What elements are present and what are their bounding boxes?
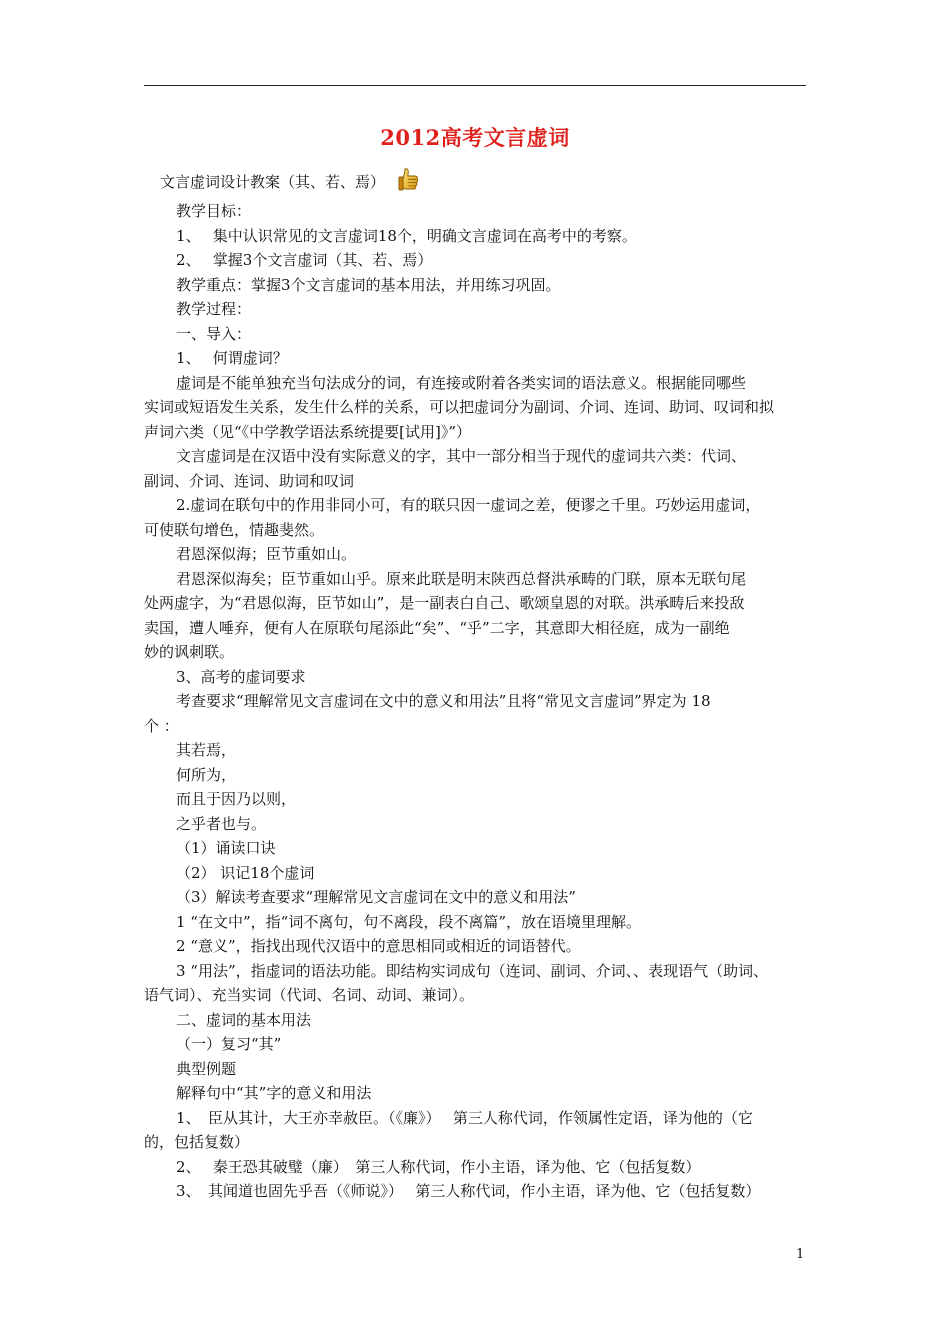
text-line: 卖国，遭人唾弃，便有人在原联句尾添此“矣”、“乎”二字，其意即大相径庭，成为一副绝	[144, 618, 730, 637]
text-line: 语气词）、充当实词（代词、名词、动词、兼词）。	[144, 986, 475, 1004]
text-line: 可使联句增色，情趣斐然。	[144, 520, 325, 539]
text-line: 1、 臣从其计，大王亦幸赦臣。（《廉》） 第三人称代词，作领属性定语，译为他的（它	[176, 1108, 753, 1127]
text-line: 何所为，	[176, 765, 237, 784]
text-line: 教学目标：	[176, 202, 252, 220]
thumbs-up-icon	[398, 167, 420, 193]
page-number: 1	[796, 1247, 805, 1262]
text-line: （3）解读考查要求“理解常见文言虚词在文中的意义和用法”	[176, 888, 576, 906]
text-line: 虚词是不能单独充当句法成分的词，有连接或附着各类实词的语法意义。根据能同哪些	[176, 373, 747, 392]
text-line: 2、 掌握3个文言虚词（其、若、焉）	[176, 251, 433, 269]
text-line: 文言虚词是在汉语中没有实际意义的字，其中一部分相当于现代的虚词共六类：代词、	[176, 447, 747, 465]
text-line: 教学过程：	[176, 300, 252, 318]
text-line: 考查要求“理解常见文言虚词在文中的意义和用法”且将“常见文言虚词”界定为 18	[176, 692, 711, 710]
text-line: 教学重点：掌握3个文言虚词的基本用法，并用练习巩固。	[176, 275, 561, 294]
text-line: 实词或短语发生关系，发生什么样的关系，可以把虚词分为副词、介词、连词、助词、叹词和拟	[144, 398, 775, 416]
text-line: 2.虚词在联句中的作用非同小可，有的联只因一虚词之差，便谬之千里。巧妙运用虚词，	[176, 496, 761, 514]
text-line: 解释句中“其”字的意义和用法	[176, 1084, 372, 1102]
text-line: 3 “用法”，指虚词的语法功能。即结构实词成句（连词、副词、介词、、表现语气（助词、	[176, 961, 769, 980]
text-line: 一、导入：	[176, 324, 252, 343]
text-line: （2） 识记18个虚词	[176, 863, 315, 882]
text-line: 个 ：	[144, 716, 179, 735]
text-line: 而且于因乃以则，	[176, 790, 297, 808]
text-line: 1 “在文中”，指“词不离句，句不离段，段不离篇”，放在语境里理解。	[176, 912, 641, 931]
text-line: 3、高考的虚词要求	[176, 667, 306, 686]
text-line: 2 “意义”，指找出现代汉语中的意思相同或相近的词语替代。	[176, 937, 581, 955]
text-line: 典型例题	[176, 1059, 237, 1078]
text-line: （一）复习“其”	[176, 1035, 282, 1053]
subtitle	[160, 167, 420, 193]
text-line: 君恩深似海；臣节重如山。	[176, 545, 357, 563]
header-rule	[144, 85, 806, 86]
text-line: 副词、介词、连词、助词和叹词	[144, 471, 355, 490]
text-line: 2、 秦王恐其破璧（廉） 第三人称代词，作小主语，译为他、它（包括复数）	[176, 1157, 701, 1176]
text-line: 3、 其闻道也固先乎吾（《师说》） 第三人称代词，作小主语，译为他、它（包括复数）	[176, 1182, 761, 1200]
text-line: 其若焉，	[176, 741, 237, 759]
text-line: 妙的讽刺联。	[144, 643, 235, 661]
text-line: 处两虚字，为“君恩似海，臣节如山”，是一副表白自己、歌颂皇恩的对联。洪承畴后来投敌	[144, 594, 745, 612]
text-line: 之乎者也与。	[176, 814, 267, 833]
subtitle-text: 文言虚词设计教案（其、若、焉）	[160, 173, 386, 191]
text-line: 1、 集中认识常见的文言虚词18个，明确文言虚词在高考中的考察。	[176, 226, 637, 245]
text-line: （1）诵读口诀	[176, 839, 276, 857]
text-line: 的，包括复数）	[144, 1133, 250, 1151]
text-line: 声词六类（见“《中学教学语法系统提要[试用]》”）	[144, 422, 472, 441]
document-body	[144, 199, 806, 1204]
page-title: 2012高考文言虚词	[380, 125, 570, 150]
text-line: 二、虚词的基本用法	[176, 1010, 312, 1029]
text-line: 1、 何谓虚词？	[176, 349, 288, 367]
text-line: 君恩深似海矣；臣节重如山乎。原来此联是明末陕西总督洪承畴的门联，原本无联句尾	[176, 569, 747, 588]
